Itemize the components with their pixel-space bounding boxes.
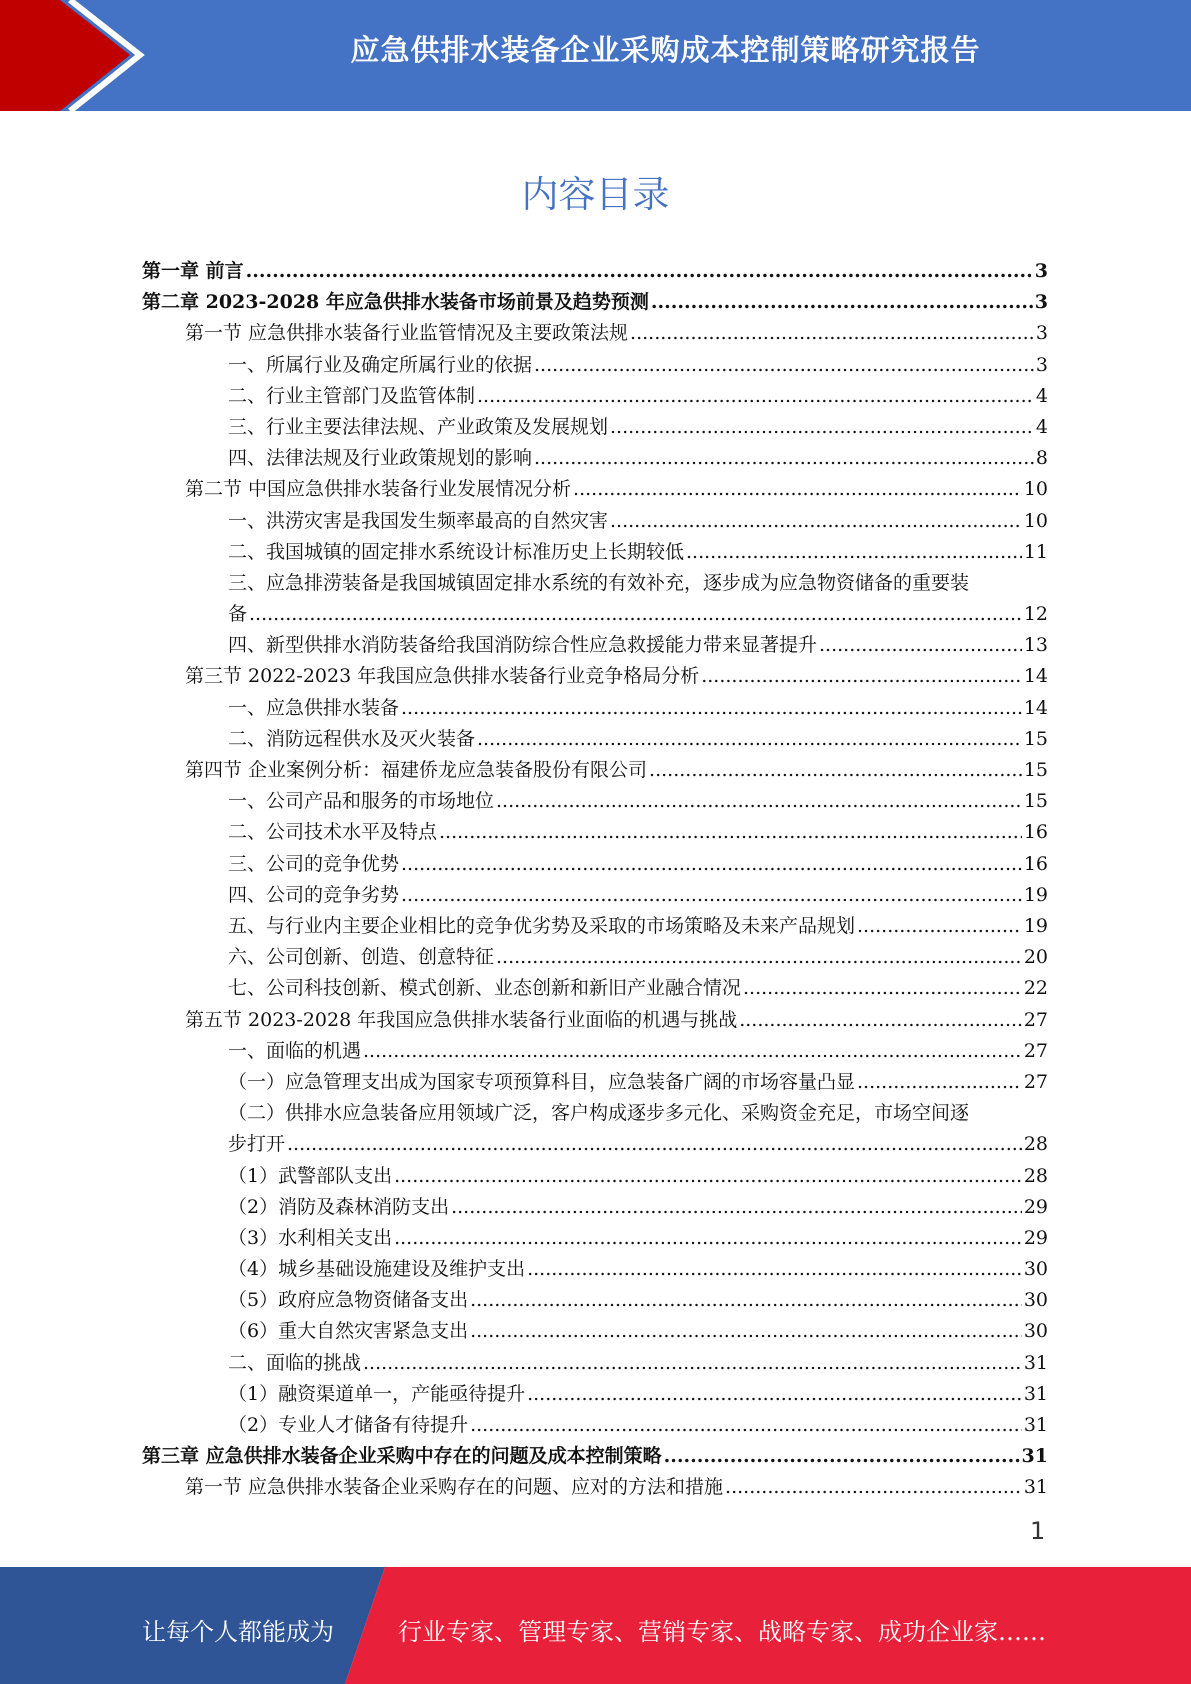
toc-entry-text: 第三章 应急供排水装备企业采购中存在的问题及成本控制策略 bbox=[142, 1445, 662, 1468]
toc-entry[interactable] bbox=[142, 630, 1048, 661]
toc-leader-dots bbox=[701, 661, 1022, 692]
toc-entry-text: 第五节 2023-2028 年我国应急供排水装备行业面临的机遇与挑战 bbox=[185, 1008, 738, 1031]
toc-entry[interactable] bbox=[142, 1161, 1048, 1192]
toc-entry-text: 第一节 应急供排水装备行业监管情况及主要政策法规 bbox=[185, 322, 629, 345]
toc-leader-dots bbox=[470, 1285, 1022, 1316]
toc-page-number: 29 bbox=[1023, 1195, 1048, 1218]
toc-leader-dots bbox=[664, 1441, 1020, 1472]
toc-entry-text: 二、我国城镇的固定排水系统设计标准历史上长期较低 bbox=[228, 540, 685, 563]
toc-entry[interactable] bbox=[142, 973, 1048, 1004]
toc-entry[interactable] bbox=[142, 1192, 1048, 1223]
toc-page-number: 19 bbox=[1023, 883, 1048, 906]
toc-entry-text: 第二章 2023-2028 年应急供排水装备市场前景及趋势预测 bbox=[142, 291, 649, 314]
toc-leader-dots bbox=[527, 1379, 1022, 1410]
toc-leader-dots bbox=[451, 1192, 1022, 1223]
toc-entry[interactable] bbox=[142, 1348, 1048, 1379]
toc-leader-dots bbox=[363, 1036, 1022, 1067]
header-arrow-icon bbox=[0, 0, 148, 111]
toc-entry-text: 三、公司的竞争优势 bbox=[228, 852, 400, 875]
toc-entry[interactable] bbox=[142, 350, 1048, 381]
toc-leader-dots bbox=[439, 817, 1022, 848]
toc-heading: 内容目录 bbox=[521, 173, 670, 216]
toc-leader-dots bbox=[857, 911, 1022, 942]
toc-page-number: 15 bbox=[1023, 790, 1048, 813]
toc-leader-dots bbox=[819, 630, 1022, 661]
toc-entry[interactable] bbox=[142, 1410, 1048, 1441]
toc-page-number: 3 bbox=[1034, 291, 1048, 314]
toc-entry[interactable] bbox=[142, 817, 1048, 848]
toc-page-number: 12 bbox=[1023, 603, 1048, 626]
toc-entry[interactable] bbox=[142, 755, 1048, 786]
toc-entry-text-continued: 备 bbox=[228, 603, 248, 626]
toc-leader-dots bbox=[394, 1223, 1022, 1254]
toc-entry[interactable] bbox=[142, 786, 1048, 817]
toc-entry[interactable] bbox=[142, 1472, 1048, 1503]
toc-entry[interactable] bbox=[142, 1036, 1048, 1067]
toc-entry[interactable] bbox=[142, 1223, 1048, 1254]
toc-entry[interactable] bbox=[142, 911, 1048, 942]
toc-entry[interactable] bbox=[142, 287, 1048, 318]
toc-page-number: 31 bbox=[1023, 1351, 1048, 1374]
toc-page-number: 13 bbox=[1023, 634, 1048, 657]
toc-entry[interactable] bbox=[142, 942, 1048, 973]
toc-entry[interactable] bbox=[142, 1254, 1048, 1285]
toc-page-number: 31 bbox=[1023, 1414, 1048, 1436]
toc-leader-dots bbox=[610, 506, 1022, 537]
toc-entry-text: 第四节 企业案例分析：福建侨龙应急装备股份有限公司 bbox=[185, 759, 648, 782]
toc-page-number: 10 bbox=[1023, 509, 1048, 532]
toc-entry-text: 一、所属行业及确定所属行业的依据 bbox=[228, 353, 533, 376]
toc-page-number: 27 bbox=[1023, 1039, 1048, 1062]
toc-page-number: 28 bbox=[1023, 1164, 1048, 1187]
toc-leader-dots bbox=[743, 973, 1022, 1004]
toc-entry-text: （6）重大自然灾害紧急支出 bbox=[228, 1320, 469, 1343]
toc-entry[interactable] bbox=[142, 568, 1048, 630]
toc-page-number: 22 bbox=[1023, 977, 1048, 1000]
toc-page-number: 29 bbox=[1023, 1226, 1048, 1249]
toc-page-number: 27 bbox=[1023, 1008, 1048, 1031]
toc-entry[interactable] bbox=[142, 1098, 1048, 1160]
toc-entry[interactable] bbox=[142, 880, 1048, 911]
toc-entry[interactable] bbox=[142, 849, 1048, 880]
toc-entry-text: 五、与行业内主要企业相比的竞争优劣势及采取的市场策略及未来产品规划 bbox=[228, 914, 856, 937]
toc-entry-text: 第二节 中国应急供排水装备行业发展情况分析 bbox=[185, 478, 572, 501]
toc-page-number: 3 bbox=[1035, 353, 1048, 376]
toc-leader-dots bbox=[477, 724, 1022, 755]
toc-leader-dots bbox=[394, 1161, 1022, 1192]
toc-entry[interactable] bbox=[142, 1316, 1048, 1347]
toc-page-number: 11 bbox=[1023, 540, 1048, 563]
toc-page-number: 30 bbox=[1023, 1289, 1048, 1312]
toc-leader-dots bbox=[249, 599, 1022, 630]
toc-entry-text: （2）专业人才储备有待提升 bbox=[228, 1414, 469, 1436]
toc-leader-dots bbox=[470, 1410, 1022, 1441]
toc-page-number: 4 bbox=[1035, 415, 1048, 438]
toc-entry-text: 四、公司的竞争劣势 bbox=[228, 883, 400, 906]
toc-entry-text: （3）水利相关支出 bbox=[228, 1226, 393, 1249]
toc-leader-dots bbox=[363, 1348, 1022, 1379]
toc-page-number: 10 bbox=[1023, 478, 1048, 501]
toc-leader-dots bbox=[610, 412, 1034, 443]
toc-entry[interactable] bbox=[142, 1441, 1048, 1472]
toc-page-number: 4 bbox=[1035, 384, 1048, 407]
toc-entry-text: 三、行业主要法律法规、产业政策及发展规划 bbox=[228, 415, 609, 438]
toc-leader-dots bbox=[739, 1005, 1022, 1036]
toc-entry-text: （5）政府应急物资储备支出 bbox=[228, 1289, 469, 1312]
toc-entry[interactable] bbox=[142, 474, 1048, 505]
toc-entry[interactable] bbox=[142, 318, 1048, 349]
toc-leader-dots bbox=[725, 1472, 1022, 1503]
toc-entry-text: （4）城乡基础设施建设及维护支出 bbox=[228, 1258, 526, 1281]
toc-entry-text: 第一章 前言 bbox=[142, 260, 244, 282]
footer-slogan-left: 让每个人都能成为 bbox=[142, 1618, 334, 1646]
toc-entry-text: 二、公司技术水平及特点 bbox=[228, 821, 438, 844]
toc-entry[interactable] bbox=[142, 724, 1048, 755]
toc-leader-dots bbox=[686, 537, 1022, 568]
toc-entry[interactable] bbox=[142, 443, 1048, 474]
toc-leader-dots bbox=[527, 1254, 1022, 1285]
toc-entry[interactable] bbox=[142, 1067, 1048, 1098]
toc-page-number: 14 bbox=[1023, 696, 1048, 719]
toc-entry[interactable] bbox=[142, 381, 1048, 412]
toc-leader-dots bbox=[857, 1067, 1022, 1098]
toc-page-number: 27 bbox=[1023, 1070, 1048, 1093]
toc-page-number: 19 bbox=[1023, 914, 1048, 937]
toc-leader-dots bbox=[401, 693, 1022, 724]
toc-leader-dots bbox=[287, 1129, 1022, 1160]
toc-leader-dots bbox=[496, 786, 1022, 817]
toc-entry-text: 一、公司产品和服务的市场地位 bbox=[228, 790, 495, 813]
header-banner bbox=[0, 0, 1191, 111]
toc-page-number: 16 bbox=[1023, 821, 1048, 844]
toc-entry-text: （1）融资渠道单一，产能亟待提升 bbox=[228, 1382, 526, 1405]
toc-entry-text: 一、洪涝灾害是我国发生频率最高的自然灾害 bbox=[228, 509, 609, 532]
toc-page-number: 15 bbox=[1023, 727, 1048, 750]
toc-page-number: 31 bbox=[1021, 1445, 1048, 1468]
toc-entry-text: 第三节 2022-2023 年我国应急供排水装备行业竞争格局分析 bbox=[185, 665, 700, 688]
toc-entry-text: 六、公司创新、创造、创意特征 bbox=[228, 946, 495, 969]
toc-entry[interactable] bbox=[142, 661, 1048, 692]
toc-entry-text: 二、消防远程供水及灭火装备 bbox=[228, 727, 476, 750]
toc-leader-dots bbox=[496, 942, 1022, 973]
toc-page-number: 31 bbox=[1023, 1382, 1048, 1405]
toc-entry[interactable] bbox=[142, 1005, 1048, 1036]
toc-entry-text: 三、应急排涝装备是我国城镇固定排水系统的有效补充，逐步成为应急物资储备的重要装 bbox=[228, 571, 970, 594]
toc-entry[interactable] bbox=[142, 506, 1048, 537]
toc-entry[interactable] bbox=[142, 1379, 1048, 1410]
toc-leader-dots bbox=[477, 381, 1034, 412]
toc-page-number: 14 bbox=[1023, 665, 1048, 688]
toc-page-number: 8 bbox=[1035, 447, 1048, 470]
toc-page-number: 31 bbox=[1023, 1476, 1048, 1499]
toc-entry-text: （一）应急管理支出成为国家专项预算科目，应急装备广阔的市场容量凸显 bbox=[228, 1070, 856, 1093]
toc-entry[interactable] bbox=[142, 537, 1048, 568]
toc-entry-text: 七、公司科技创新、模式创新、业态创新和新旧产业融合情况 bbox=[228, 977, 742, 1000]
toc-page-number: 15 bbox=[1023, 759, 1048, 782]
toc-entry[interactable] bbox=[142, 693, 1048, 724]
table-of-contents bbox=[142, 256, 1048, 1504]
toc-entry-text: 二、行业主管部门及监管体制 bbox=[228, 384, 476, 407]
toc-leader-dots bbox=[573, 474, 1022, 505]
toc-leader-dots bbox=[401, 880, 1022, 911]
toc-page-number: 16 bbox=[1023, 852, 1048, 875]
toc-entry-text: 一、应急供排水装备 bbox=[228, 696, 400, 719]
toc-entry-text: 第一节 应急供排水装备企业采购存在的问题、应对的方法和措施 bbox=[185, 1476, 724, 1499]
toc-leader-dots bbox=[651, 287, 1033, 318]
toc-leader-dots bbox=[649, 755, 1022, 786]
toc-entry-text: （1）武警部队支出 bbox=[228, 1164, 393, 1187]
footer-slogan-right: 行业专家、管理专家、营销专家、战略专家、成功企业家…… bbox=[398, 1618, 1046, 1646]
toc-entry-text: （2）消防及森林消防支出 bbox=[228, 1195, 450, 1218]
report-title: 应急供排水装备企业采购成本控制策略研究报告 bbox=[350, 33, 981, 67]
toc-entry-text: 四、法律法规及行业政策规划的影响 bbox=[228, 447, 533, 470]
toc-leader-dots bbox=[246, 256, 1033, 287]
toc-leader-dots bbox=[534, 350, 1034, 381]
toc-leader-dots bbox=[470, 1316, 1022, 1347]
toc-entry-text: 二、面临的挑战 bbox=[228, 1351, 362, 1374]
toc-page-number: 3 bbox=[1035, 322, 1048, 345]
toc-page-number: 20 bbox=[1023, 946, 1048, 969]
toc-entry-text: 一、面临的机遇 bbox=[228, 1039, 362, 1062]
toc-entry[interactable] bbox=[142, 1285, 1048, 1316]
toc-entry-text: 四、新型供排水消防装备给我国消防综合性应急救援能力带来显著提升 bbox=[228, 634, 818, 657]
toc-entry-text-continued: 步打开 bbox=[228, 1133, 286, 1156]
toc-entry-text: （二）供排水应急装备应用领域广泛，客户构成逐步多元化、采购资金充足，市场空间逐 bbox=[228, 1102, 970, 1125]
page-number: 1 bbox=[1030, 1517, 1046, 1545]
toc-leader-dots bbox=[401, 849, 1022, 880]
toc-page-number: 30 bbox=[1023, 1258, 1048, 1281]
toc-page-number: 28 bbox=[1023, 1133, 1048, 1156]
toc-page-number: 30 bbox=[1023, 1320, 1048, 1343]
toc-entry[interactable] bbox=[142, 412, 1048, 443]
toc-leader-dots bbox=[630, 318, 1034, 349]
toc-page-number: 3 bbox=[1034, 260, 1048, 282]
toc-leader-dots bbox=[534, 443, 1034, 474]
toc-entry[interactable] bbox=[142, 256, 1048, 287]
